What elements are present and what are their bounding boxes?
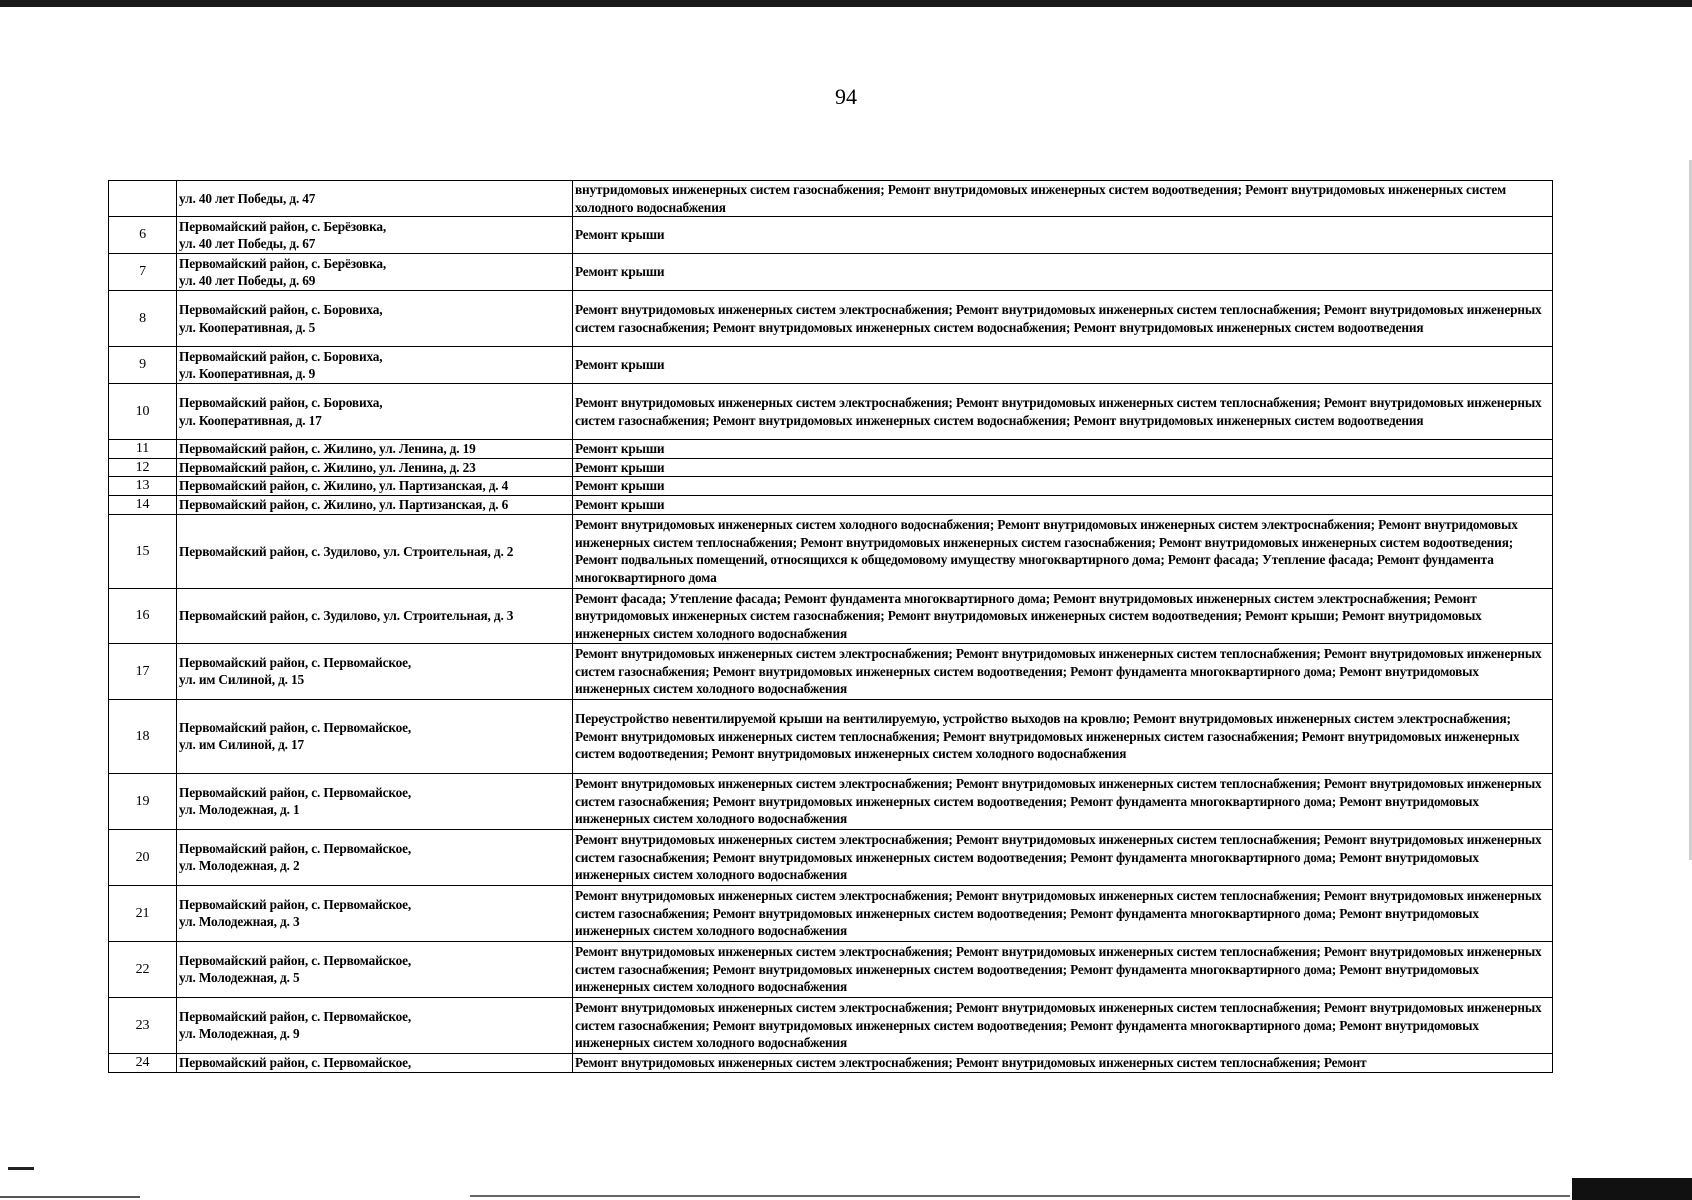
works-cell: Ремонт внутридомовых инженерных систем электроснабжения; Ремонт внутридомовых инженерных систем теплоснабжения; Ремонт [573,1053,1553,1072]
address-line: ул. Молодежная, д. 5 [179,970,300,986]
address-line: Первомайский район, с. Первомайское, [179,896,412,912]
table-row [109,458,1553,477]
table-row [109,384,1553,440]
works-cell: Ремонт внутридомовых инженерных систем электроснабжения; Ремонт внутридомовых инженерных систем теплоснабжения; Ремонт внутридомовых инженерных систем газоснабжения; Ремонт внутридомовых инженерных систем водоотведения; Ремонт фундамента многоквартирного дома; Ремонт внутридомовых инженерных систем холодного водоснабжения [573,773,1553,829]
works-cell: Ремонт фасада; Утепление фасада; Ремонт фундамента многоквартирного дома; Ремонт внутридомовых инженерных систем электроснабжения; Ремонт внутридомовых инженерных систем газоснабжения; Ремонт внутридомовых инженерных систем водоотведения; Ремонт крыши; Ремонт внутридомовых инженерных систем холодного водоснабжения [573,588,1553,643]
row-number: 16 [109,588,177,643]
scan-top-border [0,0,1692,7]
row-number: 10 [109,384,177,440]
address-line: Первомайский район, с. Первомайское, [179,1008,412,1024]
address-cell [177,477,573,496]
row-number: 15 [109,514,177,588]
address-line: Первомайский район, с. Берёзовка, [179,218,387,234]
address-cell [177,495,573,514]
works-cell: Ремонт внутридомовых инженерных систем электроснабжения; Ремонт внутридомовых инженерных систем теплоснабжения; Ремонт внутридомовых инженерных систем газоснабжения; Ремонт внутридомовых инженерных систем водоснабжения; Ремонт внутридомовых инженерных систем водоотведения [573,384,1553,440]
address-cell [177,291,573,347]
address-cell [177,588,573,643]
row-number: 23 [109,997,177,1053]
table-row [109,217,1553,254]
address-line: Первомайский район, с. Жилино, ул. Партизанская, д. 4 [179,478,509,494]
scan-artifact [8,1167,34,1170]
row-number: 11 [109,440,177,459]
table-row [109,997,1553,1053]
works-cell: Ремонт крыши [573,440,1553,459]
address-line: Первомайский район, с. Боровиха, [179,395,383,411]
works-cell: Ремонт крыши [573,495,1553,514]
row-number: 8 [109,291,177,347]
works-cell: Ремонт внутридомовых инженерных систем холодного водоснабжения; Ремонт внутридомовых инженерных систем электроснабжения; Ремонт внутридомовых инженерных систем теплоснабжения; Ремонт внутридомовых инженерных систем газоснабжения; Ремонт внутридомовых инженерных систем водоотведения; Ремонт подвальных помещений, относящихся к общедомовому имуществу многоквартирного дома; Ремонт фасада; Утепление фасада; Ремонт фундамента многоквартирного дома [573,514,1553,588]
table-row [109,495,1553,514]
works-cell: Ремонт внутридомовых инженерных систем электроснабжения; Ремонт внутридомовых инженерных систем теплоснабжения; Ремонт внутридомовых инженерных систем газоснабжения; Ремонт внутридомовых инженерных систем водоотведения; Ремонт фундамента многоквартирного дома; Ремонт внутридомовых инженерных систем холодного водоснабжения [573,643,1553,699]
scan-artifact [0,1196,140,1198]
row-number: 24 [109,1053,177,1072]
row-number: 21 [109,885,177,941]
works-cell: Ремонт крыши [573,458,1553,477]
scan-artifact [470,1195,1570,1197]
address-line: ул. Кооперативная, д. 5 [179,319,316,335]
works-cell: Переустройство невентилируемой крыши на вентилируемую, устройство выходов на кровлю; Ремонт внутридомовых инженерных систем электроснабжения; Ремонт внутридомовых инженерных систем теплоснабжения; Ремонт внутридомовых инженерных систем газоснабжения; Ремонт внутридомовых инженерных систем водоотведения; Ремонт внутридомовых инженерных систем холодного водоснабжения [573,699,1553,773]
table-row [109,477,1553,496]
works-cell: Ремонт крыши [573,477,1553,496]
address-line: Первомайский район, с. Зудилово, ул. Строительная, д. 3 [179,608,514,624]
address-line: ул. Молодежная, д. 3 [179,914,300,930]
table-row [109,588,1553,643]
address-cell [177,997,573,1053]
address-cell [177,773,573,829]
table-row [109,181,1553,217]
page-number: 94 [835,84,857,109]
table-row [109,773,1553,829]
address-line: Первомайский район, с. Жилино, ул. Ленина, д. 23 [179,459,476,475]
table-row [109,643,1553,699]
address-line: Первомайский район, с. Жилино, ул. Ленина, д. 19 [179,441,476,457]
address-line: Первомайский район, с. Боровиха, [179,348,383,364]
address-cell [177,643,573,699]
row-number: 12 [109,458,177,477]
address-line: Первомайский район, с. Первомайское, [179,719,412,735]
address-cell [177,829,573,885]
table-row [109,254,1553,291]
address-line: Первомайский район, с. Первомайское, [179,1054,412,1070]
scan-artifact [1572,1178,1692,1200]
address-line: Первомайский район, с. Боровиха, [179,302,383,318]
address-line: Первомайский район, с. Первомайское, [179,840,412,856]
works-cell: Ремонт внутридомовых инженерных систем электроснабжения; Ремонт внутридомовых инженерных систем теплоснабжения; Ремонт внутридомовых инженерных систем газоснабжения; Ремонт внутридомовых инженерных систем водоотведения; Ремонт фундамента многоквартирного дома; Ремонт внутридомовых инженерных систем холодного водоснабжения [573,941,1553,997]
address-line: Первомайский район, с. Первомайское, [179,952,412,968]
address-line: Первомайский район, с. Первомайское, [179,784,412,800]
works-cell: Ремонт внутридомовых инженерных систем электроснабжения; Ремонт внутридомовых инженерных систем теплоснабжения; Ремонт внутридомовых инженерных систем газоснабжения; Ремонт внутридомовых инженерных систем водоснабжения; Ремонт внутридомовых инженерных систем водоотведения [573,291,1553,347]
works-cell: Ремонт крыши [573,347,1553,384]
address-line: Первомайский район, с. Берёзовка, [179,255,387,271]
table-row [109,829,1553,885]
address-line: ул. 40 лет Победы, д. 47 [179,190,316,206]
address-line: ул. им Силиной, д. 15 [179,672,304,688]
works-cell: Ремонт крыши [573,254,1553,291]
address-line: ул. Молодежная, д. 2 [179,858,300,874]
table-row [109,1053,1553,1072]
table-row [109,699,1553,773]
table-row [109,440,1553,459]
table-row [109,885,1553,941]
address-line: Первомайский район, с. Жилино, ул. Партизанская, д. 6 [179,497,509,513]
row-number: 18 [109,699,177,773]
row-number: 20 [109,829,177,885]
address-cell [177,217,573,254]
address-cell [177,181,573,217]
address-cell [177,458,573,477]
row-number: 17 [109,643,177,699]
address-line: ул. Кооперативная, д. 9 [179,366,316,382]
address-cell [177,1053,573,1072]
address-cell [177,941,573,997]
row-number: 22 [109,941,177,997]
row-number: 19 [109,773,177,829]
address-line: ул. 40 лет Победы, д. 67 [179,236,316,252]
address-line: ул. 40 лет Победы, д. 69 [179,273,316,289]
works-table-body [109,181,1553,1073]
row-number: 13 [109,477,177,496]
row-number: 14 [109,495,177,514]
address-line: ул. Молодежная, д. 9 [179,1026,300,1042]
address-cell [177,254,573,291]
row-number: 7 [109,254,177,291]
address-line: ул. им Силиной, д. 17 [179,737,304,753]
row-number [109,181,177,217]
works-table [108,180,1553,1073]
address-line: ул. Молодежная, д. 1 [179,802,300,818]
address-line: Первомайский район, с. Зудилово, ул. Строительная, д. 2 [179,543,514,559]
address-cell [177,347,573,384]
row-number: 9 [109,347,177,384]
address-cell [177,440,573,459]
address-cell [177,514,573,588]
address-cell [177,699,573,773]
works-cell: Ремонт внутридомовых инженерных систем электроснабжения; Ремонт внутридомовых инженерных систем теплоснабжения; Ремонт внутридомовых инженерных систем газоснабжения; Ремонт внутридомовых инженерных систем водоотведения; Ремонт фундамента многоквартирного дома; Ремонт внутридомовых инженерных систем холодного водоснабжения [573,997,1553,1053]
works-cell: Ремонт внутридомовых инженерных систем электроснабжения; Ремонт внутридомовых инженерных систем теплоснабжения; Ремонт внутридомовых инженерных систем газоснабжения; Ремонт внутридомовых инженерных систем водоотведения; Ремонт фундамента многоквартирного дома; Ремонт внутридомовых инженерных систем холодного водоснабжения [573,885,1553,941]
row-number: 6 [109,217,177,254]
address-cell [177,885,573,941]
address-line: Первомайский район, с. Первомайское, [179,654,412,670]
address-line: ул. Кооперативная, д. 17 [179,412,322,428]
works-cell: внутридомовых инженерных систем газоснабжения; Ремонт внутридомовых инженерных систем водоотведения; Ремонт внутридомовых инженерных систем холодного водоснабжения [573,181,1553,217]
table-row [109,291,1553,347]
works-cell: Ремонт внутридомовых инженерных систем электроснабжения; Ремонт внутридомовых инженерных систем теплоснабжения; Ремонт внутридомовых инженерных систем газоснабжения; Ремонт внутридомовых инженерных систем водоотведения; Ремонт фундамента многоквартирного дома; Ремонт внутридомовых инженерных систем холодного водоснабжения [573,829,1553,885]
table-row [109,941,1553,997]
address-cell [177,384,573,440]
works-cell: Ремонт крыши [573,217,1553,254]
table-row [109,514,1553,588]
table-row [109,347,1553,384]
